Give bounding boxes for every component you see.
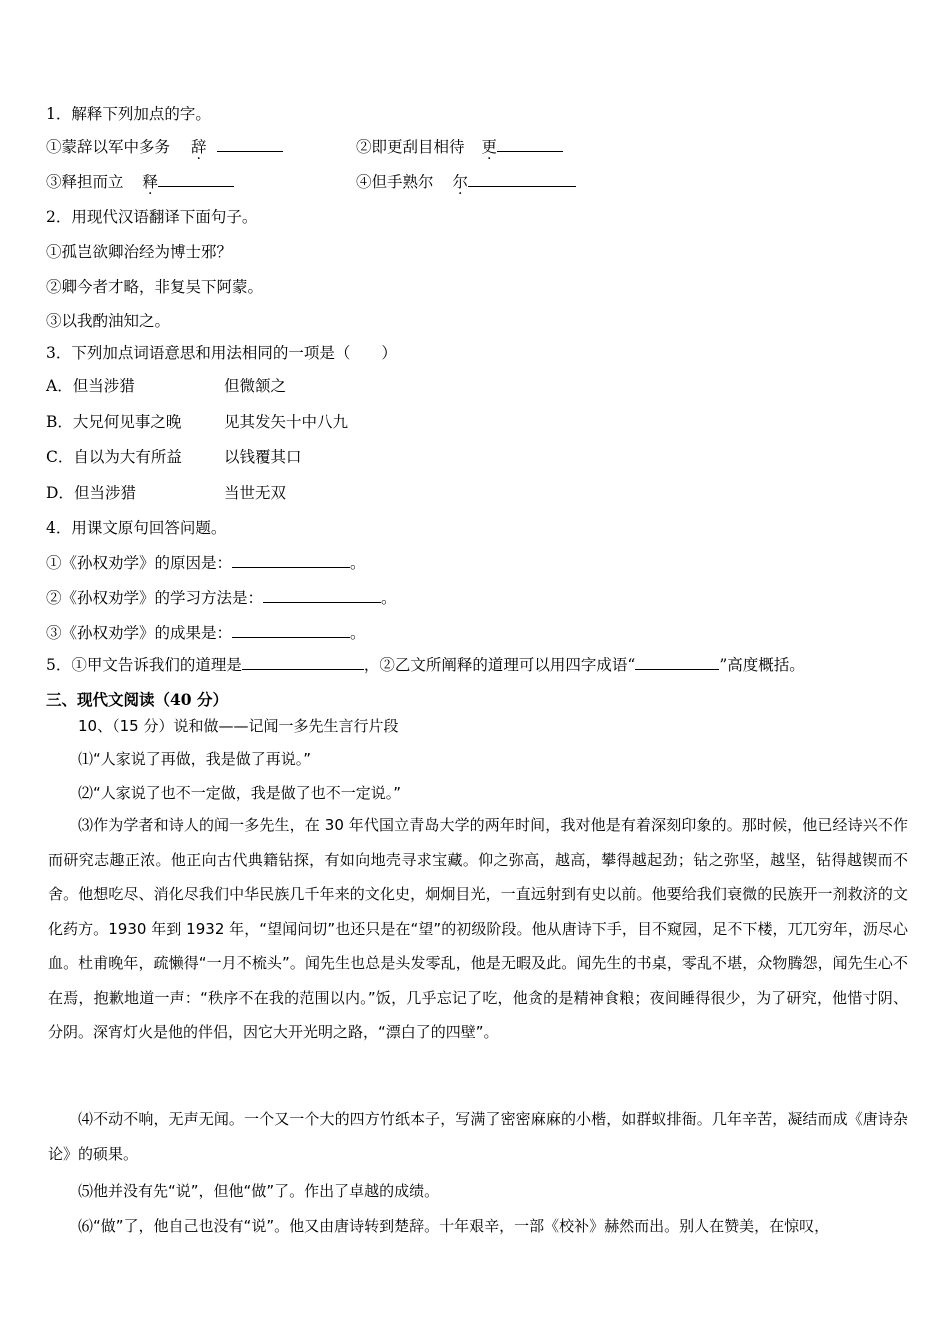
passage-paragraph-5: ⑸他并没有先“说”，但他“做”了。作出了卓越的成绩。 [78, 1182, 440, 1200]
answer-blank[interactable] [468, 172, 576, 187]
passage-paragraph-2: ⑵“人家说了也不一定做，我是做了也不一定说。” [78, 784, 402, 802]
q3-option-b[interactable] [46, 412, 349, 432]
q2-item: ③以我酌油知之。 [46, 312, 171, 330]
option-text-b: 以钱覆其口 [224, 448, 302, 466]
option-text: 自以为大有所益 [73, 448, 182, 466]
q4-item-text: ①《孙权劝学》的原因是： [46, 554, 233, 572]
answer-blank[interactable] [497, 137, 563, 152]
option-letter: C． [46, 448, 74, 466]
dotted-char: 尔 [452, 173, 468, 191]
q1-item-1 [46, 137, 283, 157]
q5-text-end: ”高度概括。 [719, 656, 805, 674]
q1-item-label: ③释担而立 [46, 173, 124, 191]
q5-text: 5．①甲文告诉我们的道理是 [46, 656, 242, 674]
q3-title: 3．下列加点词语意思和用法相同的一项是（ ） [46, 344, 397, 362]
q4-item-end: 。 [350, 624, 366, 642]
q4-item [46, 553, 366, 573]
dotted-char: 更 [481, 138, 497, 156]
q4-item-text: ③《孙权劝学》的成果是： [46, 624, 233, 642]
q4-item-end: 。 [350, 554, 366, 572]
dotted-char: 辞 [190, 138, 207, 156]
option-letter: D． [46, 484, 74, 502]
answer-blank[interactable] [232, 623, 350, 638]
q4-item [46, 588, 397, 608]
passage-paragraph-6: ⑹“做”了，他自己也没有“说”。他又由唐诗转到楚辞。十年艰辛，一部《校补》赫然而出。别人在赞美，在惊叹， [78, 1217, 830, 1235]
q1-item-3 [46, 172, 234, 192]
q4-title: 4．用课文原句回答问题。 [46, 519, 227, 537]
q2-title: 2．用现代汉语翻译下面句子。 [46, 208, 258, 226]
answer-blank[interactable] [232, 553, 350, 568]
q1-item-label: ①蒙辞以军中多务 [46, 138, 171, 156]
option-text: 但当涉猎 [73, 484, 136, 502]
q5 [46, 655, 805, 675]
option-letter: B． [46, 413, 73, 431]
q1-item-2 [356, 137, 563, 157]
q5-text-mid: ，②乙文所阐释的道理可以用四字成语“ [363, 656, 636, 674]
option-text-b: 见其发矢十中八九 [224, 413, 349, 431]
passage-paragraph-3: ⑶作为学者和诗人的闻一多先生，在 30 年代国立青岛大学的两年时间，我对他是有着深刻印象的。那时候，他已经诗兴不作而研究志趣正浓。他正向古代典籍钻探，有如向地壳寻求宝藏。仰之弥高，越高，攀得越起劲；钻之弥坚，越坚，钻得越锲而不舍。他想吃尽、消化尽我们中华民族几千年来的文化史，炯炯目光，一直远射到有史以前。他要给我们衰微的民族开一剂救济的文化药方。1930 年到 1932 年，“望闻问切”也还只是在“望”的初级阶段。他从唐诗下手，目不窥园，足不下楼，兀兀穷年，沥尽心血。杜甫晚年，疏懒得“一月不梳头”。闻先生也总是头发零乱，他是无暇及此。闻先生的书桌，零乱不堪，众物腾怨，闻先生心不在焉，抱歉地道一声：“秩序不在我的范围以内。”饭，几乎忘记了吃，他贪的是精神食粮；夜间睡得很少，为了研究，他惜寸阴、分阴。深宵灯火是他的伴侣，因它大开光明之路，“漂白了的四壁”。 [48, 816, 908, 1041]
option-text: 大兄何见事之晚 [72, 413, 182, 431]
passage-paragraph-4: ⑷不动不响，无声无闻。一个又一个大的四方竹纸本子，写满了密密麻麻的小楷，如群蚁排衙。几年辛苦，凝结而成《唐诗杂论》的硕果。 [48, 1110, 908, 1163]
option-text-b: 当世无双 [224, 484, 287, 502]
answer-blank[interactable] [263, 588, 381, 603]
q2-item: ①孤岂欲卿治经为博士邪？ [46, 243, 233, 261]
passage-paragraph-1: ⑴“人家说了再做，我是做了再说。” [78, 750, 312, 768]
q1-item-label: ④但手熟尔 [356, 173, 434, 191]
section-heading: 三、现代文阅读（40 分） [46, 690, 228, 709]
passage-title: 10、（15 分）说和做——记闻一多先生言行片段 [78, 717, 399, 735]
q1-title: 1．解释下列加点的字。 [46, 105, 211, 123]
q2-item: ②卿今者才略，非复吴下阿蒙。 [46, 278, 264, 296]
answer-blank[interactable] [158, 172, 234, 187]
q3-option-c[interactable] [46, 447, 302, 467]
answer-blank[interactable] [217, 137, 283, 152]
q1-item-label: ②即更刮目相待 [356, 138, 465, 156]
option-letter: A． [46, 377, 73, 395]
option-text-b: 但微颔之 [224, 377, 287, 395]
q4-item [46, 623, 366, 643]
answer-blank[interactable] [635, 655, 719, 670]
q3-option-d[interactable] [46, 483, 287, 503]
q4-item-text: ②《孙权劝学》的学习方法是： [46, 589, 264, 607]
q3-option-a[interactable] [46, 376, 287, 396]
option-text: 但当涉猎 [72, 377, 135, 395]
q1-item-4 [356, 172, 576, 192]
dotted-char: 释 [142, 173, 158, 191]
answer-blank[interactable] [242, 655, 364, 670]
q4-item-end: 。 [381, 589, 397, 607]
